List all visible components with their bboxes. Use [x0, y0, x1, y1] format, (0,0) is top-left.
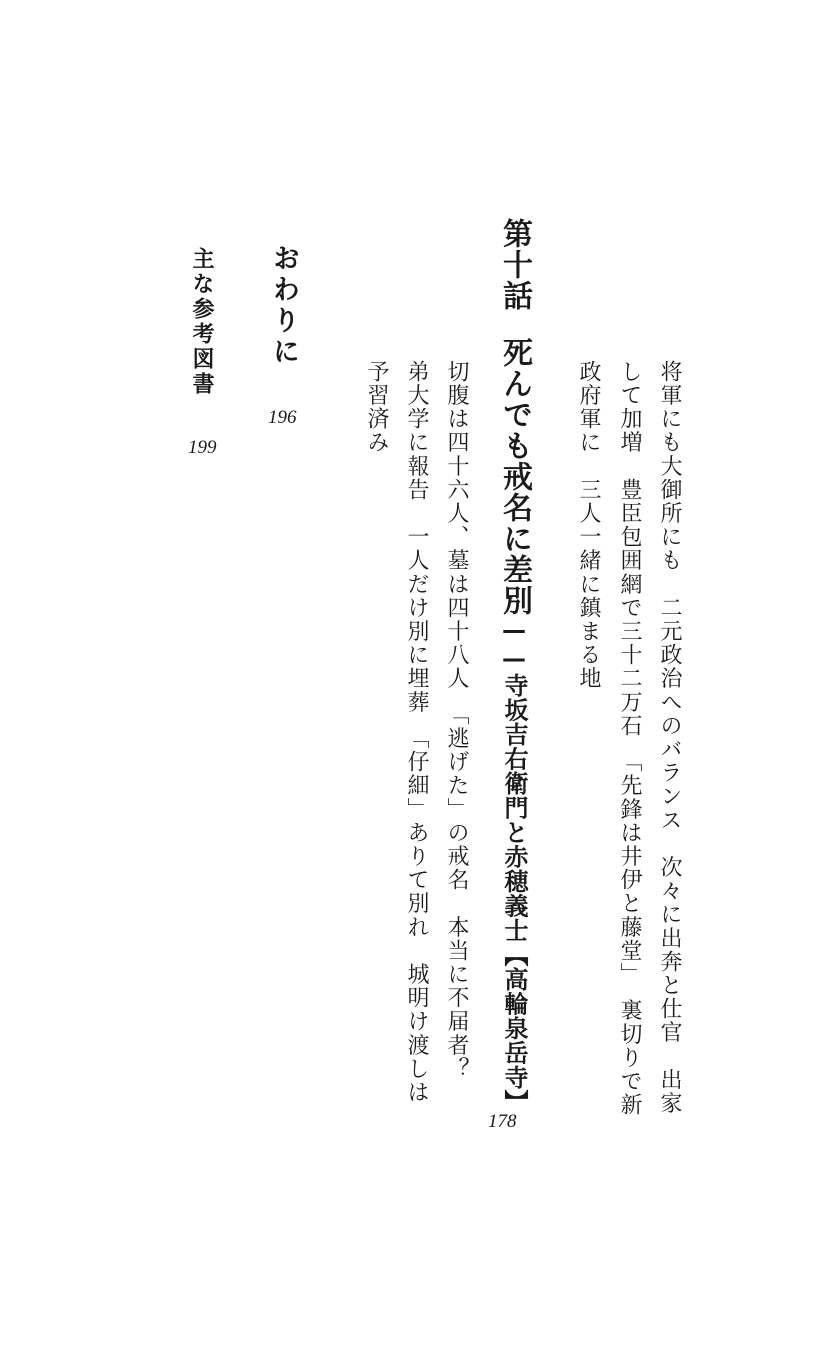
chapter-heading[interactable]	[497, 218, 532, 1114]
chapter-line-1: 切腹は四十六人、墓は四十八人 「逃げた」の戒名 本当に不届者？	[444, 360, 469, 1081]
contents-line-3: 政府軍に 三人一緒に鎮まる地	[576, 360, 601, 691]
references-page-number: 199	[188, 437, 217, 458]
chapter-number: 第十話	[497, 218, 532, 311]
chapter-page-number: 178	[488, 1111, 517, 1132]
contents-line-2: して加増 豊臣包囲網で三十二万石 「先鋒は井伊と藤堂」 裏切りで新	[617, 360, 642, 1117]
references-title[interactable]: 主な参考図書	[189, 247, 215, 397]
afterword-page-number: 196	[268, 407, 297, 428]
chapter-subtitle: ——寺坂吉右衛門と赤穂義士【高輪泉岳寺】	[500, 616, 528, 1114]
chapter-line-2: 弟大学に報告 一人だけ別に埋葬 「仔細」ありて別れ 城明け渡しは	[404, 360, 429, 1105]
chapter-title: 死んでも戒名に差別	[497, 337, 532, 616]
chapter-line-3: 予習済み	[364, 360, 389, 455]
contents-line-1: 将軍にも大御所にも 二元政治へのバランス 次々に出奔と仕官 出家	[657, 360, 682, 1116]
afterword-title[interactable]: おわりに	[268, 244, 299, 368]
